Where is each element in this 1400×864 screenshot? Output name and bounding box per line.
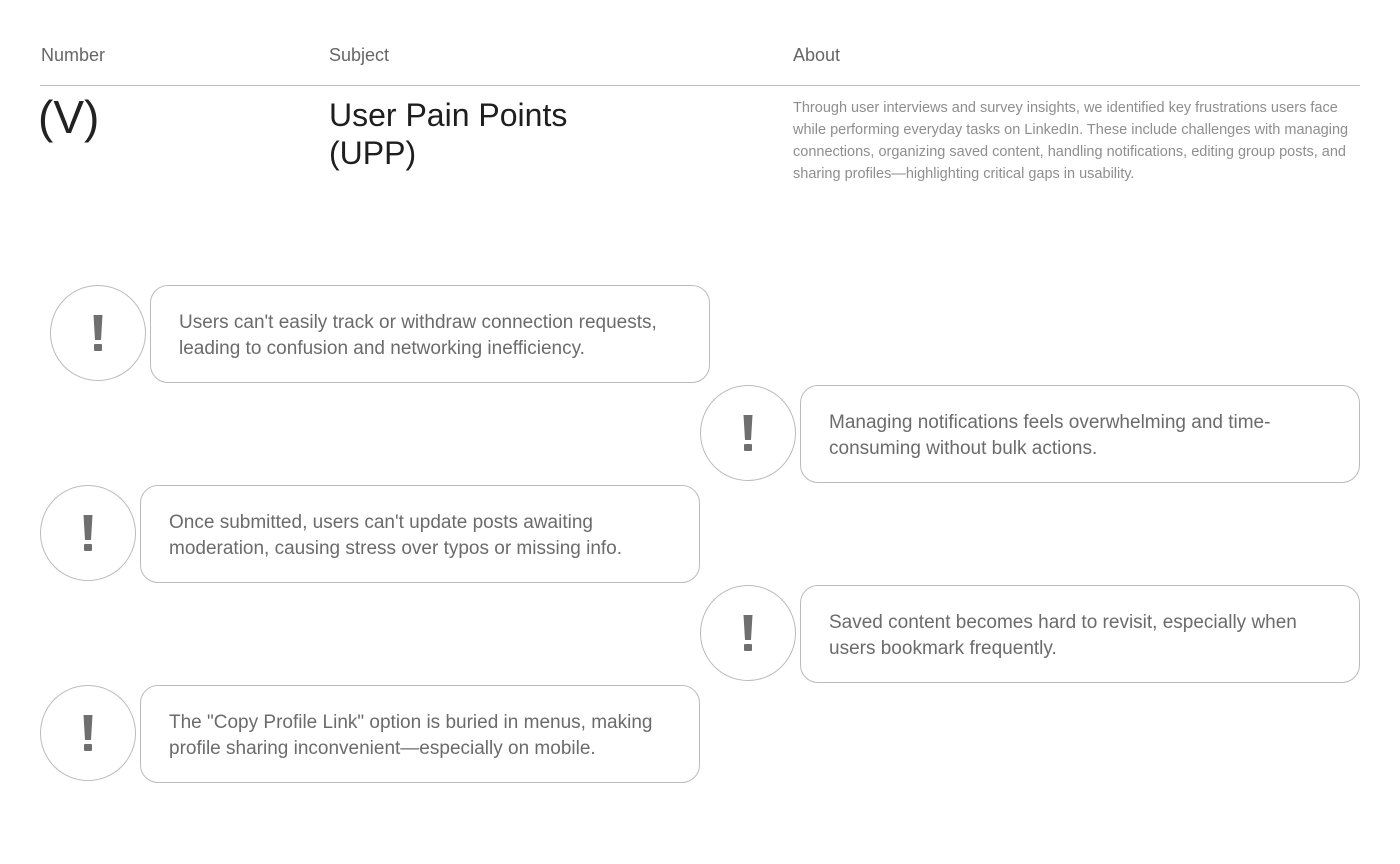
pain-point-item xyxy=(40,685,700,785)
number-column-header: Number xyxy=(41,45,106,65)
pain-point-card: The "Copy Profile Link" option is buried in menus, making profile sharing inconvenient—especially on mobile. xyxy=(140,685,700,783)
pain-point-item xyxy=(40,485,700,585)
section-number: (V) xyxy=(38,91,100,143)
header-divider xyxy=(40,85,1360,86)
pain-point-card: Managing notifications feels overwhelming and time-consuming without bulk actions. xyxy=(800,385,1360,483)
pain-point-card: Saved content becomes hard to revisit, especially when users bookmark frequently. xyxy=(800,585,1360,683)
exclamation-icon xyxy=(40,485,136,581)
section-about: Through user interviews and survey insights, we identified key frustrations users face while performing everyday tasks on LinkedIn. These include challenges with managing connections, organizing saved content, handling notifications, editing group posts, and sharing profiles—highlighting critical gaps in usability. xyxy=(793,100,1349,182)
about-column-header: About xyxy=(793,45,841,65)
exclamation-icon xyxy=(40,685,136,781)
pain-point-card: Once submitted, users can't update posts awaiting moderation, causing stress over typos or missing info. xyxy=(140,485,700,583)
pain-point-card: Users can't easily track or withdraw connection requests, leading to confusion and networking inefficiency. xyxy=(150,285,710,383)
section-title-line1: User Pain Points xyxy=(329,97,568,133)
pain-point-item xyxy=(700,385,1360,485)
exclamation-icon xyxy=(50,285,146,381)
section-title xyxy=(329,96,567,172)
section-title-line2: (UPP) xyxy=(329,135,417,171)
pain-point-item xyxy=(700,585,1360,685)
exclamation-icon xyxy=(700,385,796,481)
subject-column-header: Subject xyxy=(329,45,390,65)
pain-point-item xyxy=(50,285,710,385)
exclamation-icon xyxy=(700,585,796,681)
